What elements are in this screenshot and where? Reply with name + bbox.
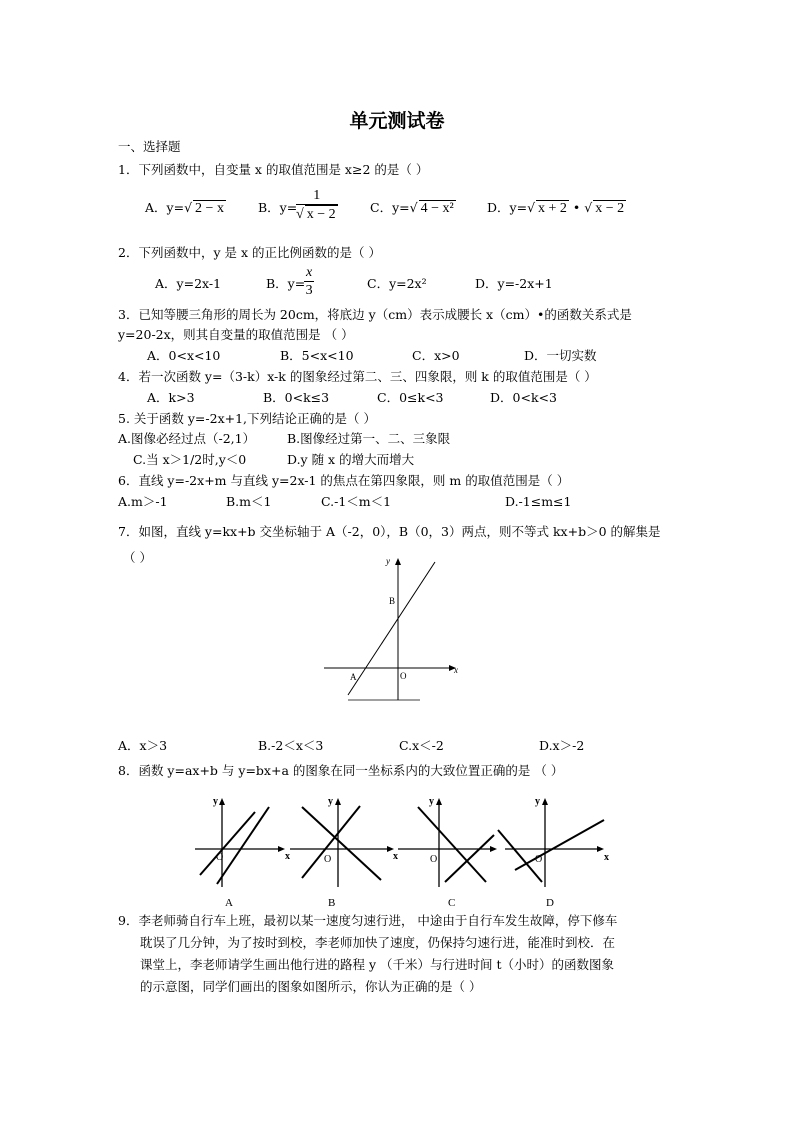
question-7-paren: （ ） bbox=[123, 550, 152, 565]
question-5-option-c: C.当 x＞1/2时,y＜0 bbox=[133, 452, 247, 467]
y-axis-label: y bbox=[386, 556, 390, 566]
svg-text:y: y bbox=[535, 796, 540, 807]
svg-text:y: y bbox=[213, 796, 218, 807]
question-4-option-b: B．0<k≤3 bbox=[263, 390, 330, 405]
question-6-option-a: A.m＞-1 bbox=[118, 494, 168, 509]
question-5-option-a: A.图像必经过点（-2,1） bbox=[118, 431, 256, 446]
question-2-stem: 2．下列函数中，y 是 x 的正比例函数的是（ ） bbox=[118, 245, 381, 260]
question-3-option-b: B．5<x<10 bbox=[280, 348, 354, 363]
point-b-label: B bbox=[389, 596, 396, 606]
question-7-option-b: B.-2＜x＜3 bbox=[258, 738, 324, 753]
question-4-option-c: C．0≤k<3 bbox=[377, 390, 444, 405]
question-2-option-d: D．y=-2x+1 bbox=[475, 276, 553, 291]
question-4-option-a: A．k>3 bbox=[147, 390, 195, 405]
question-6-option-c: C.-1＜m＜1 bbox=[321, 494, 392, 509]
question-3-option-a: A．0<x<10 bbox=[147, 348, 221, 363]
page-title: 单元测试卷 bbox=[349, 110, 445, 132]
question-7-option-a: A．x＞3 bbox=[118, 738, 168, 753]
svg-text:O: O bbox=[324, 854, 332, 865]
question-4-option-d: D．0<k<3 bbox=[490, 390, 557, 405]
y-axis-arrow bbox=[395, 558, 401, 565]
question-4-stem: 4．若一次函数 y=（3-k）x-k 的图象经过第二、三、四象限，则 k 的取值范围是（ ） bbox=[118, 369, 597, 384]
question-2-option-c: C．y=2x² bbox=[367, 276, 427, 291]
question-2-option-b: B．y= $\frac{x}{3}$ bbox=[266, 265, 313, 298]
origin-label: O bbox=[400, 671, 407, 681]
graph-d-label: D bbox=[546, 897, 554, 908]
question-5-stem: 5. 关于函数 y=-2x+1,下列结论正确的是（ ） bbox=[118, 411, 377, 426]
question-9-line-3: 课堂上，李老师请学生画出他行进的路程 y （千米）与行进时间 t（小时）的函数图象 bbox=[140, 957, 615, 972]
question-1-option-c: C．y=√ 4 − x² bbox=[370, 200, 454, 216]
graph-b-label: B bbox=[328, 897, 336, 908]
question-3-line-1: 3．已知等腰三角形的周长为 20cm，将底边 y（cm）表示成腰长 x（cm）•的函数关系式是 bbox=[118, 307, 632, 322]
svg-text:x: x bbox=[393, 851, 398, 862]
question-7-stem: 7．如图，直线 y=kx+b 交坐标轴于 A（-2，0），B（0，3）两点，则不等式 kx+b＞0 的解集是 bbox=[118, 524, 661, 539]
question-1-option-d: D．y=√ x + 2 • √ x − 2 bbox=[487, 200, 625, 216]
question-7-option-d: D.x＞-2 bbox=[539, 738, 585, 753]
svg-text:O: O bbox=[430, 854, 438, 865]
question-8-graph-b bbox=[290, 792, 400, 908]
svg-text:x: x bbox=[604, 852, 609, 863]
svg-text:x: x bbox=[285, 851, 290, 862]
svg-text:O: O bbox=[535, 854, 543, 865]
question-9-line-2: 耽误了几分钟，为了按时到校，李老师加快了速度，仍保持匀速行进，能准时到校．在 bbox=[140, 935, 616, 950]
question-1-stem: 1．下列函数中，自变量 x 的取值范围是 x≥2 的是（ ） bbox=[118, 162, 429, 177]
line-ab bbox=[348, 562, 435, 695]
question-6-option-b: B.m＜1 bbox=[226, 494, 272, 509]
point-a-label: A bbox=[350, 672, 357, 682]
question-3-line-2: y=20-2x，则其自变量的取值范围是 （ ） bbox=[118, 327, 354, 342]
question-8-stem: 8．函数 y=ax+b 与 y=bx+a 的图象在同一坐标系内的大致位置正确的是 （ ） bbox=[118, 763, 564, 778]
graph-a-label: A bbox=[225, 897, 233, 908]
question-2-option-a: A．y=2x-1 bbox=[155, 276, 222, 291]
question-3-option-c: C．x>0 bbox=[412, 348, 460, 363]
question-8-graph-a bbox=[195, 792, 295, 908]
question-1-option-b: B．y= $\frac{1}{√ x - 2}$ bbox=[258, 188, 336, 222]
svg-text:O: O bbox=[216, 852, 224, 863]
question-9-line-4: 的示意图，同学们画出的图象如图所示，你认为正确的是（ ） bbox=[140, 979, 482, 994]
question-6-stem: 6．直线 y=-2x+m 与直线 y=2x-1 的焦点在第四象限，则 m 的取值范围是（ ） bbox=[118, 473, 570, 488]
svg-text:y: y bbox=[429, 796, 434, 807]
question-5-option-d: D.y 随 x 的增大而增大 bbox=[287, 452, 415, 467]
svg-text:y: y bbox=[328, 796, 333, 807]
question-7-figure bbox=[320, 552, 470, 704]
question-1-option-a: A．y=√ 2 − x bbox=[145, 200, 224, 216]
graph-c-label: C bbox=[448, 897, 456, 908]
question-6-option-d: D.-1≤m≤1 bbox=[505, 494, 572, 509]
question-5-option-b: B.图像经过第一、二、三象限 bbox=[287, 431, 451, 446]
question-8-graph-d bbox=[490, 792, 615, 908]
x-axis-label: x bbox=[454, 665, 458, 675]
question-7-option-c: C.x＜-2 bbox=[399, 738, 444, 753]
section-heading: 一、选择题 bbox=[118, 139, 181, 154]
question-3-option-d: D．一切实数 bbox=[524, 348, 597, 363]
question-9-line-1: 9．李老师骑自行车上班，最初以某一速度匀速行进， 中途由于自行车发生故障，停下修车 bbox=[118, 913, 618, 928]
